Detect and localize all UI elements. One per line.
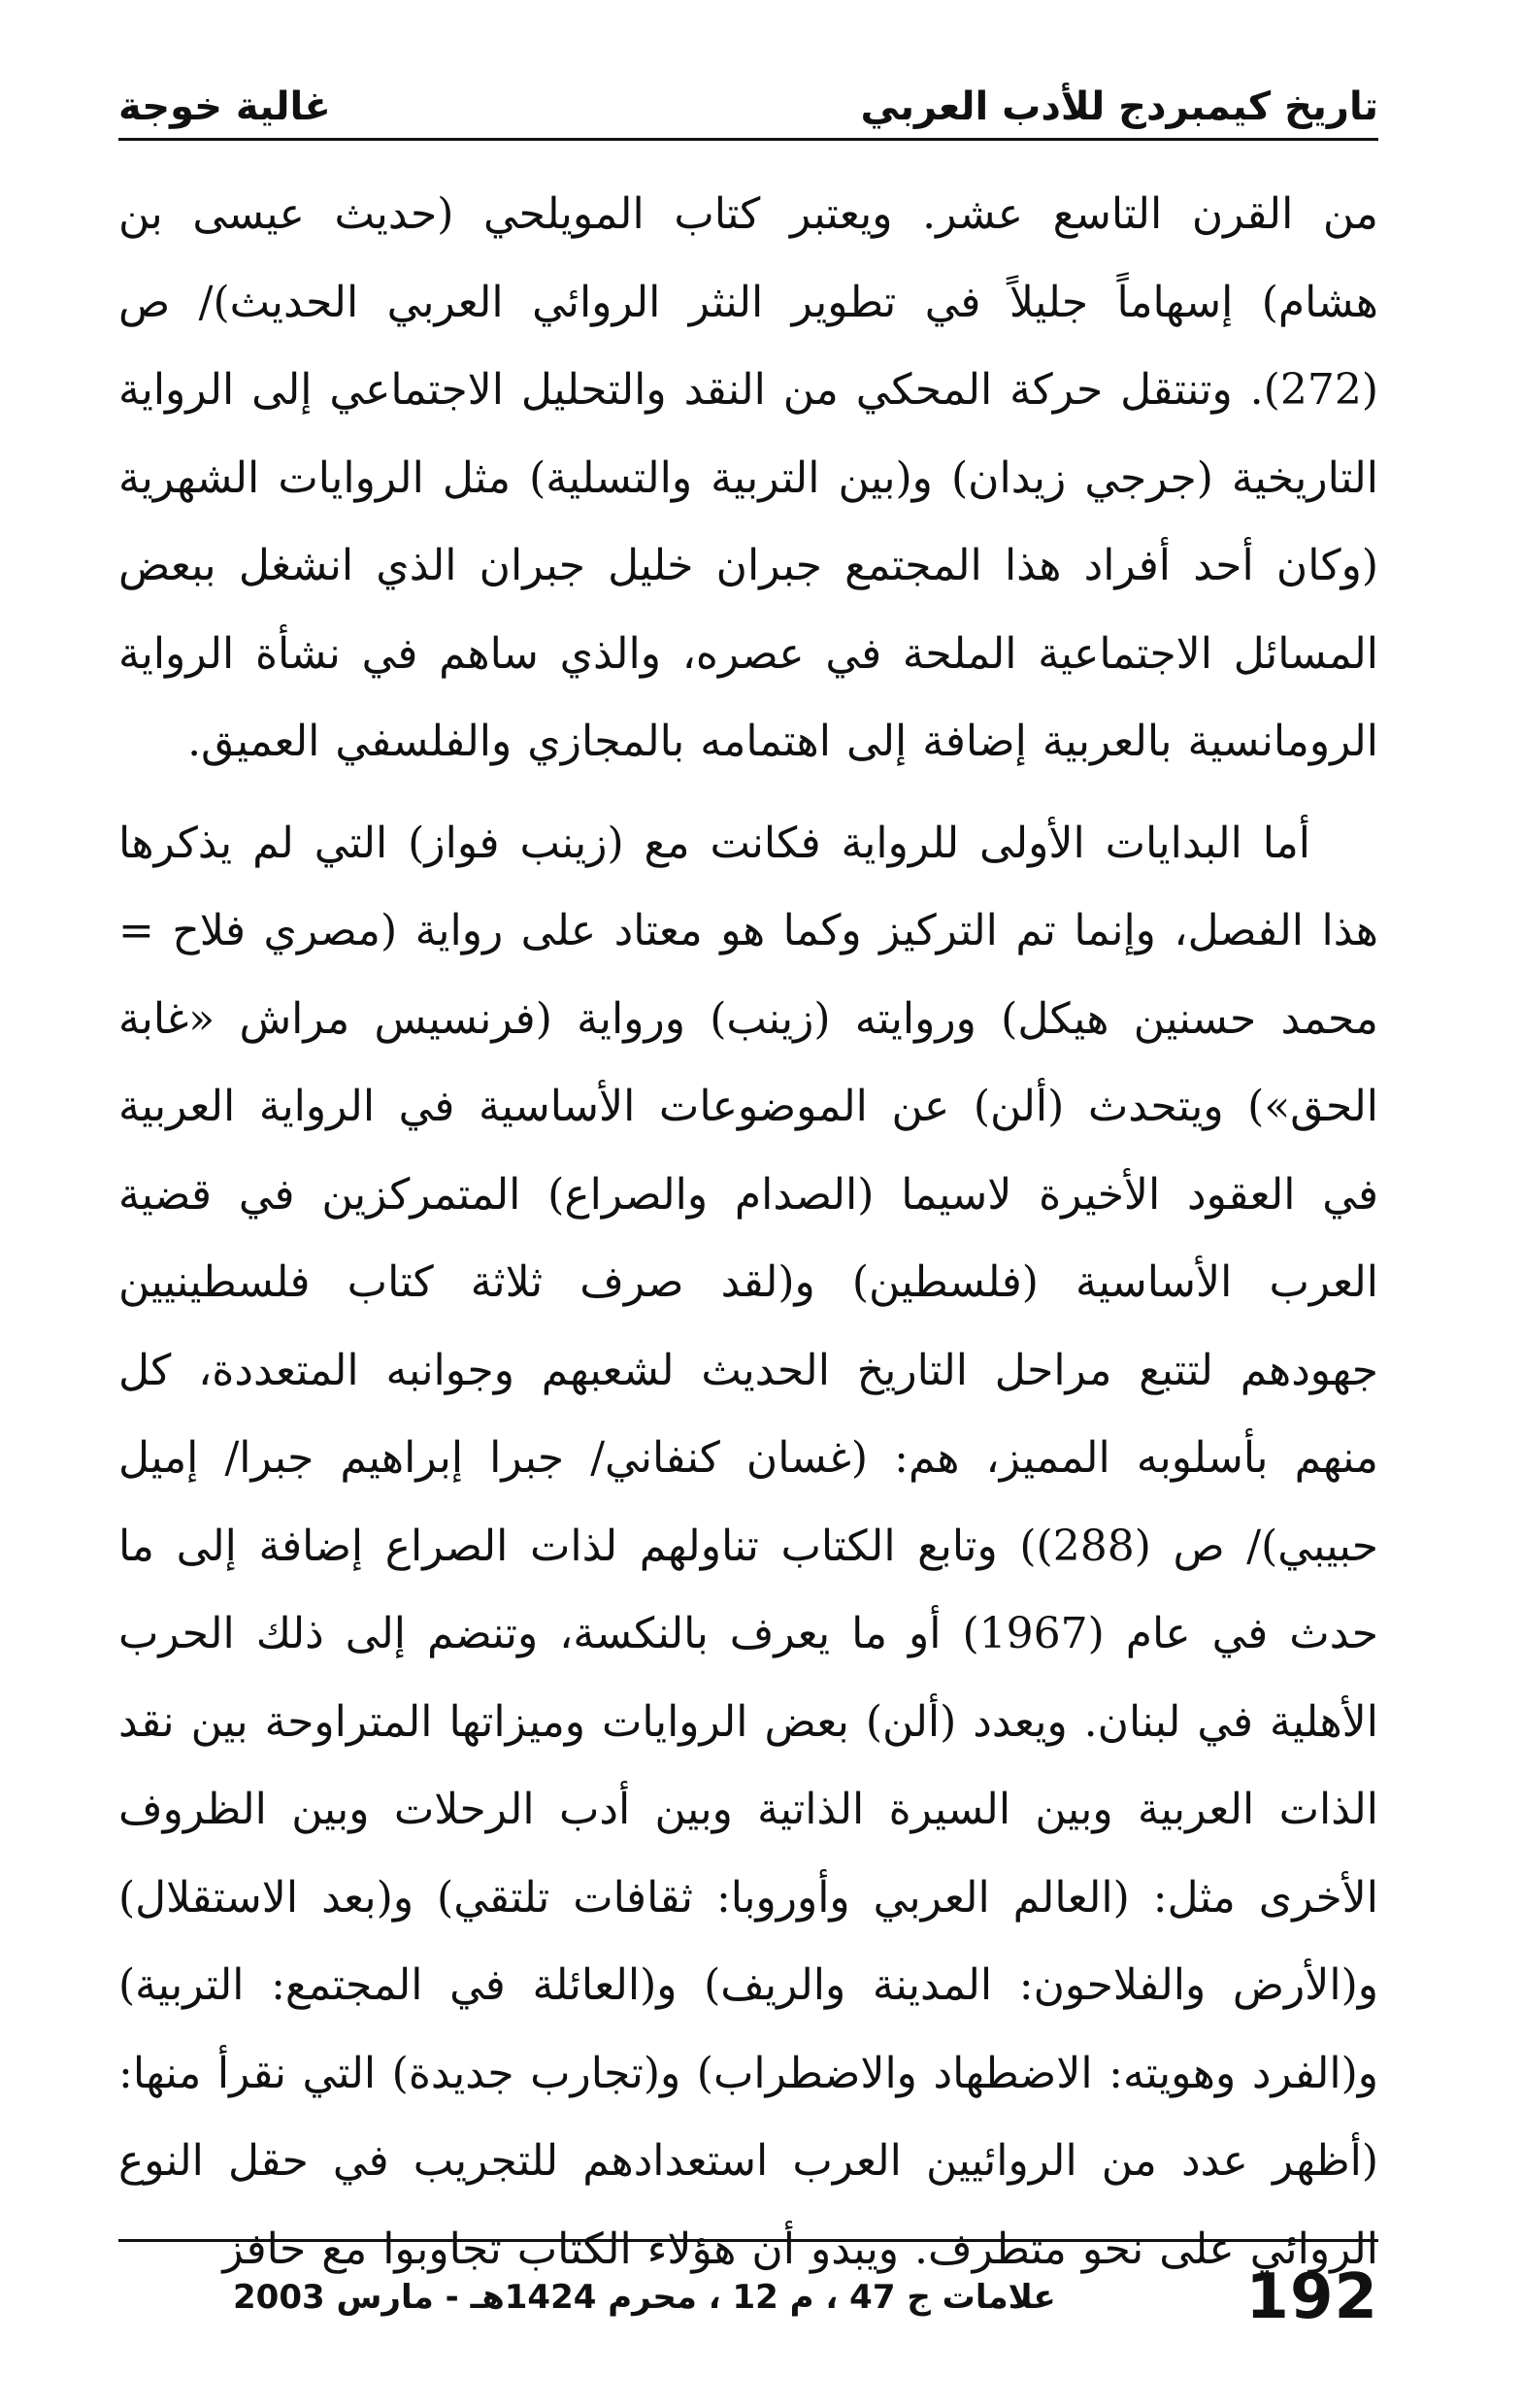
body-text [118, 171, 1379, 2274]
book-title: تاريخ كيمبردج للأدب العربي [860, 84, 1378, 129]
paragraph: أما البدايات الأولى للرواية فكانت مع (زينب فواز) التي لم يذكرها هذا الفصل، وإنما تم التركيز وكما هو معتاد على رواية (مصري فلاح = محمد حسنين هيكل) وروايته (زينب) ورواية (فرنسيس مراش «غابة الحق») ويتحدث (ألن) عن الموضوعات الأساسية في الرواية العربية في العقود الأخيرة لاسيما (الصدام والصراع) المتمركزين في قضية العرب الأساسية (فلسطين) و(لقد صرف ثلاثة كتاب فلسطينيين جهودهم لتتبع مراحل التاريخ الحديث لشعبهم وجوانبه المتعددة، كل منهم بأسلوبه المميز، هم: (غسان كنفاني/ جبرا إبراهيم جبرا/ إميل حبيبي)/ ص (288)) وتابع الكتاب تناولهم لذات الصراع إضافة إلى ما حدث في عام (1967) أو ما يعرف بالنكسة، وتنضم إلى ذلك الحرب الأهلية في لبنان. ويعدد (ألن) بعض الروايات وميزاتها المتراوحة بين نقد الذات العربية وبين السيرة الذاتية وبين أدب الرحلات وبين الظروف الأخرى مثل: (العالم العربي وأوروبا: ثقافات تلتقي) و(بعد الاستقلال) و(الأرض والفلاحون: المدينة والريف) و(العائلة في المجتمع: التربية) و(الفرد وهويته: الاضطهاد والاضطراب) و(تجارب جديدة) التي نقرأ منها: (أظهر عدد من الروائيين العرب استعدادهم للتجريب في حقل النوع الروائي على نحو متطرف. ويبدو أن هؤلاء الكتاب تجاوبوا مع حافز [118, 818, 1379, 2274]
page-footer [118, 2258, 1378, 2336]
author-name: غالية خوجة [118, 84, 331, 129]
running-header [118, 64, 1378, 140]
header-rule [118, 138, 1378, 141]
page-number: 192 [1245, 2261, 1378, 2333]
paragraph: من القرن التاسع عشر. ويعتبر كتاب المويلحي (حديث عيسى بن هشام) إسهاماً جليلاً في تطوير النثر الروائي العربي الحديث)/ ص (272). وتنتقل حركة المحكي من النقد والتحليل الاجتماعي إلى الرواية التاريخية (جرجي زيدان) و(بين التربية والتسلية) مثل الروايات الشهرية (وكان أحد أفراد هذا المجتمع جبران خليل جبران الذي انشغل ببعض المسائل الاجتماعية الملحة في عصره، والذي ساهم في نشأة الرواية الرومانسية بالعربية إضافة إلى اهتمامه بالمجازي والفلسفي العميق. [118, 189, 1378, 766]
journal-info: علامات ج 47 ، م 12 ، محرم 1424هـ - مارس 2003 [233, 2278, 1056, 2317]
footer-rule [118, 2239, 1378, 2242]
